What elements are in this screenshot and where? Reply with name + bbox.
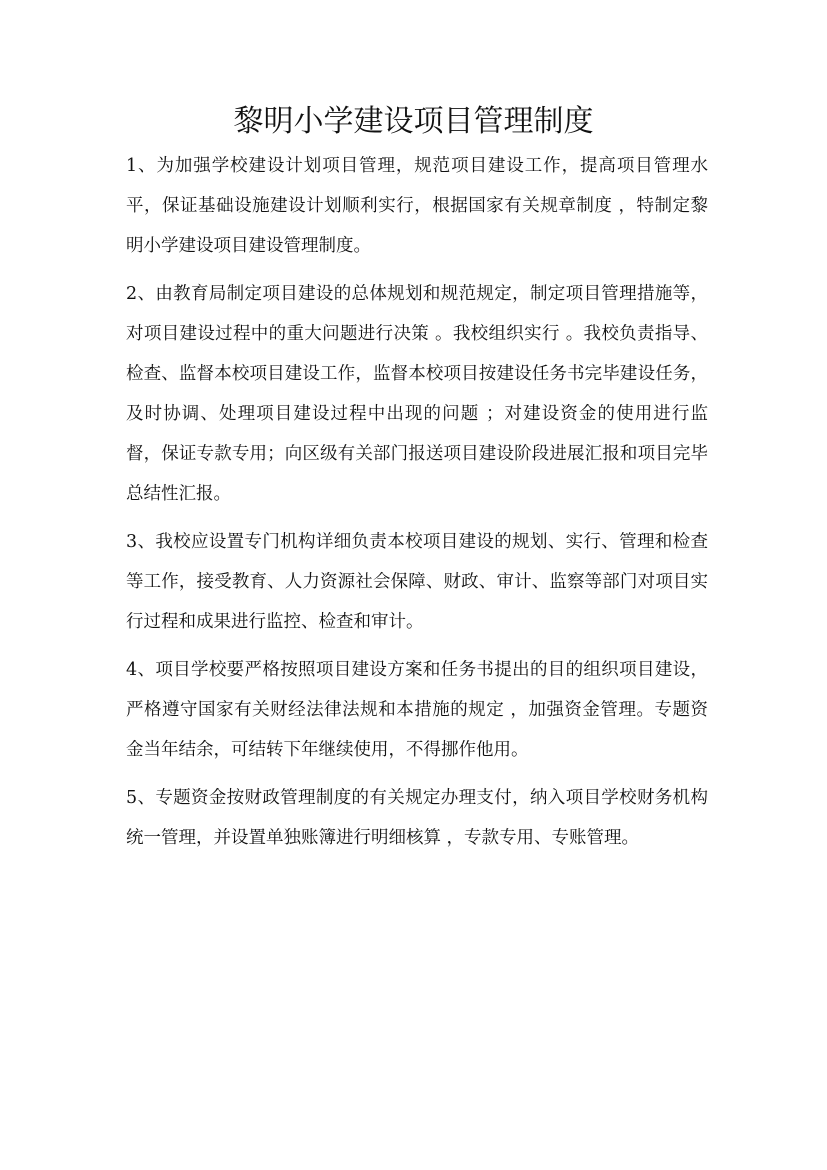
paragraph-1: 1、为加强学校建设计划项目管理，规范项目建设工作，提高项目管理水平，保证基础设施建设计划顺利实行，根据国家有关规章制度 ，特制定黎明小学建设项目建设管理制度。 [126,156,708,256]
paragraph-4: 4、项目学校要严格按照项目建设方案和任务书提出的目的组织项目建设，严格遵守国家有关财经法律法规和本措施的规定 ，加强资金管理。专题资金当年结余，可结转下年继续使用，不得挪作他用。 [126,660,708,760]
paragraph-3: 3、我校应设置专门机构详细负责本校项目建设的规划、实行、管理和检查等工作，接受教育、人力资源社会保障、财政、审计、监察等部门对项目实行过程和成果进行监控、检查和审计。 [126,532,708,632]
document-body [126,146,708,866]
paragraph-2: 2、由教育局制定项目建设的总体规划和规范规定，制定项目管理措施等，对项目建设过程中的重大问题进行决策 。我校组织实行 。我校负责指导、检查、监督本校项目建设工作，监督本校项目按建设任务书完毕建设任务，及时协调、处理项目建设过程中出现的问题 ；对建设资金的使用进行监督，保证专款专用；向区级有关部门报送项目建设阶段进展汇报和项目完毕总结性汇报。 [126,284,708,504]
paragraph-5: 5、专题资金按财政管理制度的有关规定办理支付，纳入项目学校财务机构统一管理，并设置单独账簿进行明细核算 ，专款专用、专账管理。 [126,788,708,848]
document-title: 黎明小学建设项目管理制度 [233,104,594,139]
